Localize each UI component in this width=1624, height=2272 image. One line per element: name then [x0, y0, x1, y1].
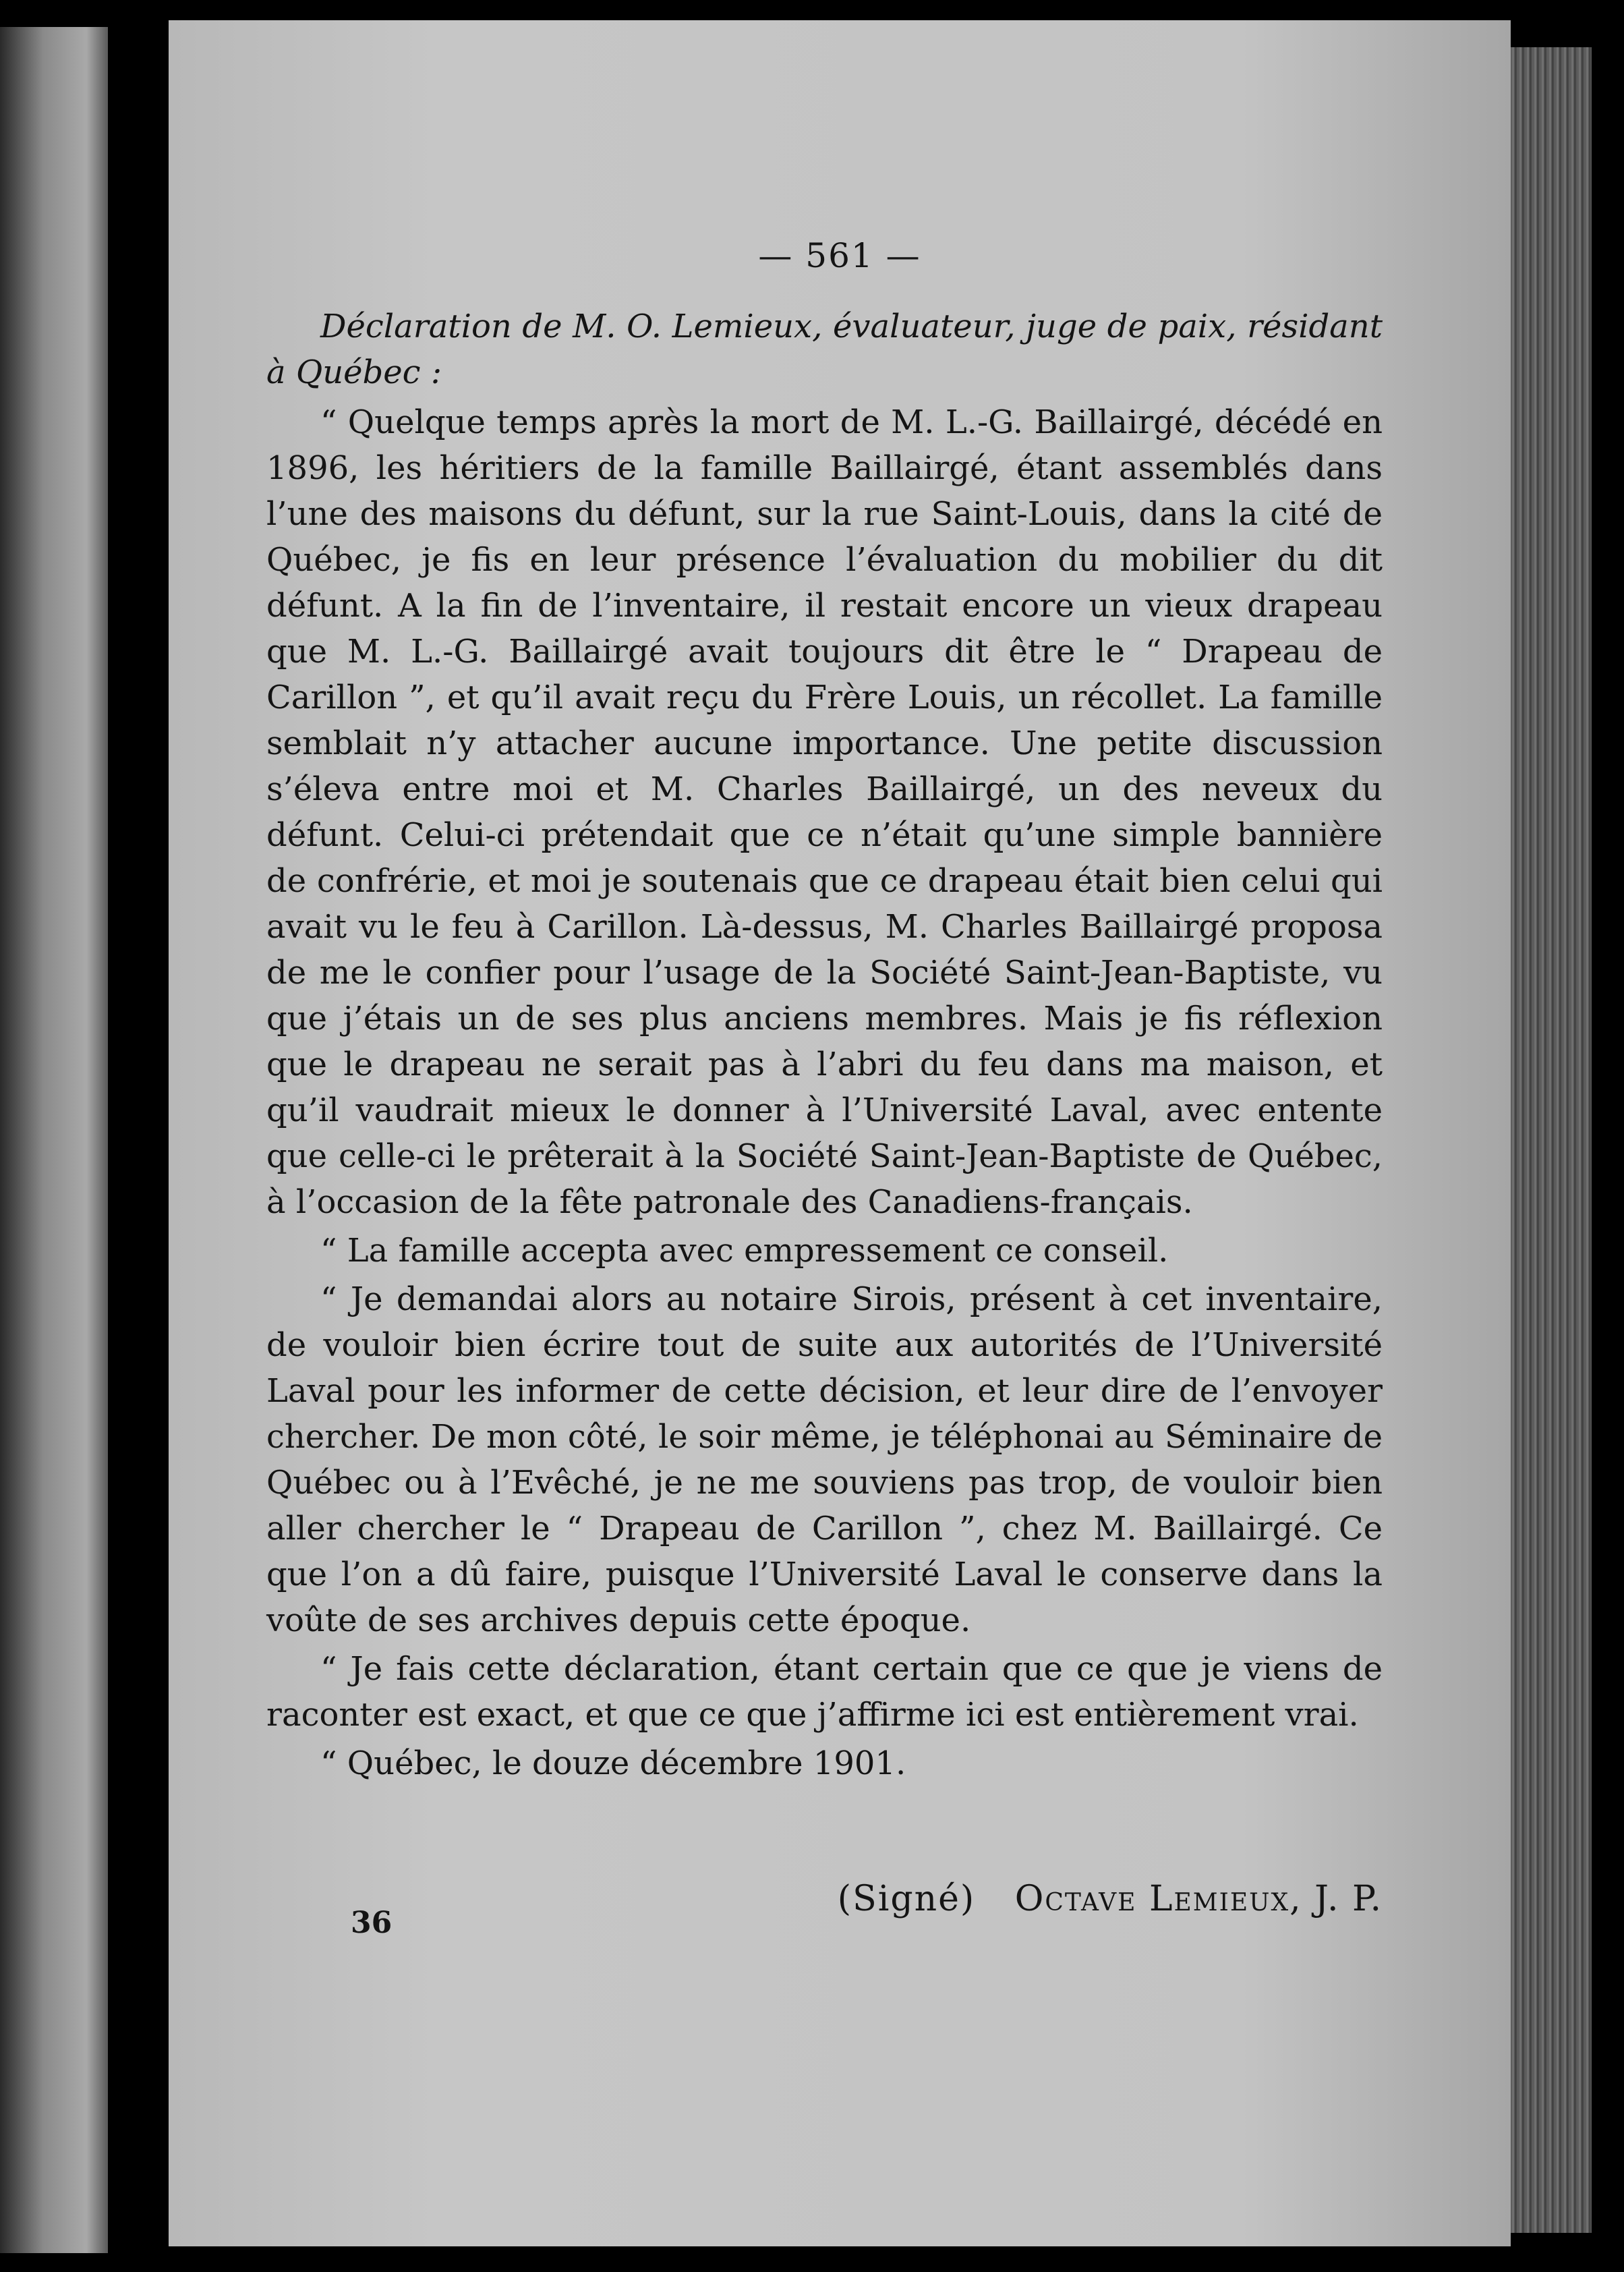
book-page: [169, 20, 1511, 2246]
signature-line: [614, 1879, 1383, 1919]
paragraph-2: “ La famille accepta avec empressement ce conseil.: [320, 1232, 1169, 1270]
signature-name: Octave Lemieux, J. P.: [1014, 1879, 1383, 1919]
declaration-heading: Déclaration de M. O. Lemieux, évaluateur, juge de paix, résidant à Québec :: [266, 308, 1383, 391]
paragraph-4: “ Je fais cette déclaration, étant certain que ce que je viens de raconter est exact, et que ce que j’affirme ici est entièrement vrai.: [266, 1650, 1383, 1734]
date-line: “ Québec, le douze décembre 1901.: [320, 1744, 906, 1782]
left-page-edge: [0, 27, 108, 2253]
sheet-number: 36: [351, 1906, 393, 1940]
right-page-edges: [1511, 47, 1592, 2233]
signature-mark: (Signé): [837, 1879, 976, 1919]
paragraph-3: “ Je demandai alors au notaire Sirois, présent à cet inventaire, de vouloir bien écrire tout de suite aux autorités de l’Université Laval pour les informer de cette décision, et leur dire de l’envoyer chercher. De mon côté, le soir même, je téléphonai au Séminaire de Québec ou à l’Evêché, je ne me souviens pas trop, de vouloir bien aller chercher le “ Drapeau de Carillon ”, chez M. Baillairgé. Ce que l’on a dû faire, puisque l’Université Laval le conserve dans la voûte de ses archives depuis cette époque.: [266, 1280, 1383, 1639]
page-number: — 561 —: [758, 236, 921, 275]
paragraph-1: “ Quelque temps après la mort de M. L.-G. Baillairgé, décédé en 1896, les héritiers de la famille Baillairgé, étant assemblés dans l’une des maisons du défunt, sur la rue Saint-Louis, dans la cité de Québec, je fis en leur présence l’évaluation du mobilier du dit défunt. A la fin de l’inventaire, il restait encore un vieux drapeau que M. L.-G. Baillairgé avait toujours dit être le “ Drapeau de Carillon ”, et qu’il avait reçu du Frère Louis, un récollet. La famille semblait n’y attacher aucune importance. Une petite discussion s’éleva entre moi et M. Charles Baillairgé, un des neveux du défunt. Celui-ci prétendait que ce n’était qu’une simple bannière de confrérie, et moi je soutenais que ce drapeau était bien celui qui avait vu le feu à Carillon. Là-dessus, M. Charles Baillairgé proposa de me le confier pour l’usage de la Société Saint-Jean-Baptiste, vu que j’étais un de ses plus anciens membres. Mais je fis réflexion que le drapeau ne serait pas à l’abri du feu dans ma maison, et qu’il vaudrait mieux le donner à l’Université Laval, avec entente que celle-ci le prêterait à la Société Saint-Jean-Baptiste de Québec, à l’occasion de la fête patronale des Canadiens-français.: [266, 403, 1383, 1221]
body-text: [266, 304, 1383, 1786]
